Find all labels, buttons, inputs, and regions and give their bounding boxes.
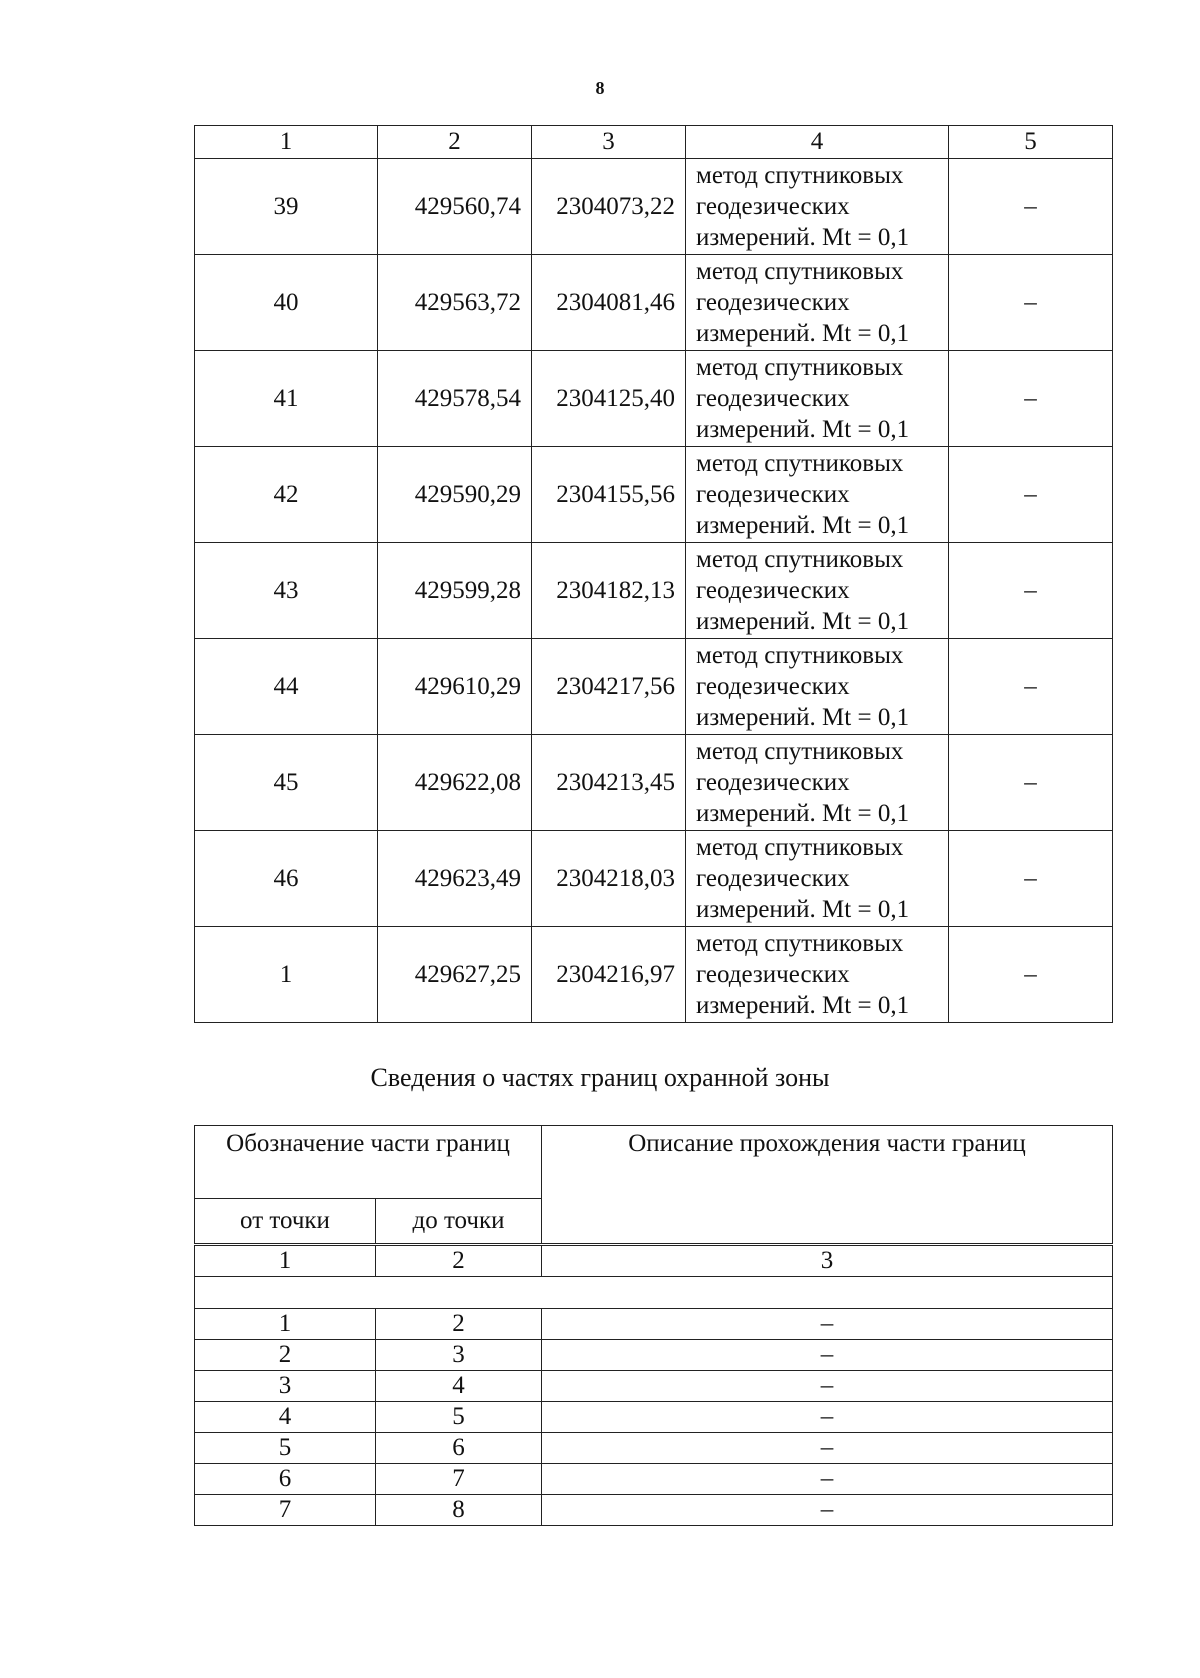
note-cell: – [949,447,1113,543]
y-coordinate-cell: 2304073,22 [532,159,686,255]
method-line: метод спутниковых [696,642,904,669]
method-line: геодезических [696,481,850,508]
note-cell: – [949,927,1113,1023]
coordinates-header-row [195,126,1113,159]
description-cell: – [542,1371,1113,1402]
from-point-cell: 6 [195,1464,376,1495]
method-line: геодезических [696,673,850,700]
from-point-cell: 4 [195,1402,376,1433]
method-line: метод спутниковых [696,450,904,477]
coordinate-row [195,927,1113,1023]
parts-column-number-1: 1 [195,1245,376,1277]
method-cell [686,543,949,639]
to-point-cell: 5 [376,1402,542,1433]
column-number-2: 2 [378,126,532,159]
method-line: метод спутниковых [696,738,904,765]
parts-body [195,1245,1113,1526]
note-cell: – [949,255,1113,351]
method-cell [686,927,949,1023]
part-row [195,1433,1113,1464]
column-number-4: 4 [686,126,949,159]
x-coordinate-cell: 429590,29 [378,447,532,543]
header-part-description: Описание прохождения части границ [542,1126,1113,1245]
note-cell: – [949,831,1113,927]
header-part-designation: Обозначение части границ [195,1126,542,1199]
method-line: геодезических [696,289,850,316]
coordinate-row [195,831,1113,927]
method-line: измерений. Mt = 0,1 [696,800,910,827]
x-coordinate-cell: 429623,49 [378,831,532,927]
description-cell: – [542,1402,1113,1433]
method-cell [686,735,949,831]
method-line: метод спутниковых [696,354,904,381]
description-cell: – [542,1464,1113,1495]
method-line: измерений. Mt = 0,1 [696,320,910,347]
x-coordinate-cell: 429578,54 [378,351,532,447]
y-coordinate-cell: 2304213,45 [532,735,686,831]
point-number-cell: 44 [195,639,378,735]
parts-column-numbers-row [195,1245,1113,1277]
method-line: измерений. Mt = 0,1 [696,896,910,923]
section-title: Сведения о частях границ охранной зоны [370,1063,830,1092]
point-number-cell: 40 [195,255,378,351]
parts-header-row [195,1126,1113,1199]
method-line: измерений. Mt = 0,1 [696,512,910,539]
method-line: геодезических [696,865,850,892]
column-number-3: 3 [532,126,686,159]
header-to-point: до точки [376,1199,542,1245]
description-cell: – [542,1340,1113,1371]
method-line: геодезических [696,385,850,412]
coordinate-row [195,735,1113,831]
method-line: измерений. Mt = 0,1 [696,608,910,635]
coordinate-row [195,351,1113,447]
method-line: метод спутниковых [696,258,904,285]
note-cell: – [949,735,1113,831]
method-line: метод спутниковых [696,930,904,957]
y-coordinate-cell: 2304218,03 [532,831,686,927]
method-line: метод спутниковых [696,834,904,861]
y-coordinate-cell: 2304125,40 [532,351,686,447]
column-number-1: 1 [195,126,378,159]
coordinates-body [195,159,1113,1023]
method-line: геодезических [696,577,850,604]
part-row [195,1309,1113,1340]
y-coordinate-cell: 2304216,97 [532,927,686,1023]
x-coordinate-cell: 429627,25 [378,927,532,1023]
x-coordinate-cell: 429560,74 [378,159,532,255]
coordinate-row [195,447,1113,543]
coordinate-row [195,639,1113,735]
point-number-cell: 45 [195,735,378,831]
point-number-cell: 39 [195,159,378,255]
note-cell: – [949,639,1113,735]
to-point-cell: 6 [376,1433,542,1464]
header-from-point: от точки [195,1199,376,1245]
description-cell: – [542,1433,1113,1464]
from-point-cell: 7 [195,1495,376,1526]
method-cell [686,351,949,447]
to-point-cell: 2 [376,1309,542,1340]
method-cell [686,447,949,543]
coordinates-table [194,125,1113,1023]
part-row [195,1495,1113,1526]
y-coordinate-cell: 2304081,46 [532,255,686,351]
note-cell: – [949,351,1113,447]
column-number-5: 5 [949,126,1113,159]
from-point-cell: 1 [195,1309,376,1340]
note-cell: – [949,159,1113,255]
description-cell: – [542,1309,1113,1340]
y-coordinate-cell: 2304217,56 [532,639,686,735]
point-number-cell: 1 [195,927,378,1023]
parts-empty-row [195,1277,1113,1309]
note-cell: – [949,543,1113,639]
method-cell [686,255,949,351]
parts-column-number-2: 2 [376,1245,542,1277]
method-line: измерений. Mt = 0,1 [696,224,910,251]
part-row [195,1371,1113,1402]
to-point-cell: 4 [376,1371,542,1402]
point-number-cell: 43 [195,543,378,639]
from-point-cell: 3 [195,1371,376,1402]
x-coordinate-cell: 429622,08 [378,735,532,831]
parts-column-number-3: 3 [542,1245,1113,1277]
point-number-cell: 42 [195,447,378,543]
method-cell [686,639,949,735]
method-line: метод спутниковых [696,162,904,189]
method-cell [686,159,949,255]
coordinate-row [195,159,1113,255]
to-point-cell: 3 [376,1340,542,1371]
point-number-cell: 46 [195,831,378,927]
method-line: геодезических [696,961,850,988]
coordinate-row [195,255,1113,351]
page-number: 8 [595,78,605,98]
x-coordinate-cell: 429610,29 [378,639,532,735]
method-line: измерений. Mt = 0,1 [696,416,910,443]
method-line: измерений. Mt = 0,1 [696,704,910,731]
from-point-cell: 5 [195,1433,376,1464]
coordinate-row [195,543,1113,639]
method-line: геодезических [696,193,850,220]
part-row [195,1340,1113,1371]
boundary-parts-table [194,1125,1113,1526]
y-coordinate-cell: 2304182,13 [532,543,686,639]
y-coordinate-cell: 2304155,56 [532,447,686,543]
part-row [195,1402,1113,1433]
part-row [195,1464,1113,1495]
point-number-cell: 41 [195,351,378,447]
method-line: измерений. Mt = 0,1 [696,992,910,1019]
description-cell: – [542,1495,1113,1526]
to-point-cell: 8 [376,1495,542,1526]
x-coordinate-cell: 429563,72 [378,255,532,351]
method-line: метод спутниковых [696,546,904,573]
method-line: геодезических [696,769,850,796]
from-point-cell: 2 [195,1340,376,1371]
parts-empty-cell [195,1277,1113,1309]
method-cell [686,831,949,927]
to-point-cell: 7 [376,1464,542,1495]
x-coordinate-cell: 429599,28 [378,543,532,639]
